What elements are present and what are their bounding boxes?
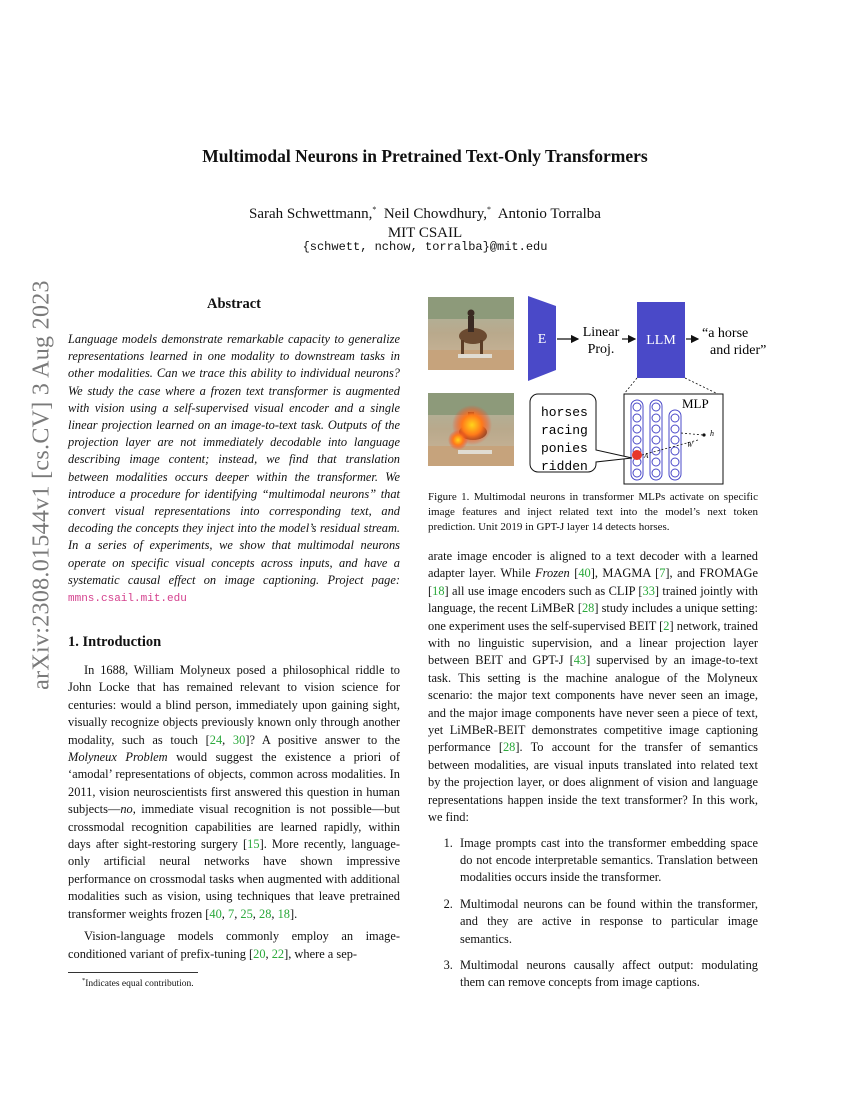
citation-link[interactable]: 40 bbox=[209, 906, 222, 921]
encoder-label: E bbox=[537, 332, 547, 347]
citation-link[interactable]: 7 bbox=[659, 566, 666, 581]
citation-link[interactable]: 43 bbox=[573, 653, 587, 668]
svg-text:h: h bbox=[710, 429, 714, 438]
text-run: ] all use image encoders such as CLIP [ bbox=[444, 583, 643, 598]
introduction-heading: 1. Introduction bbox=[68, 634, 162, 650]
figure-1 bbox=[428, 290, 767, 485]
text-run: ] study includes a unique setting: one experiment uses the self-supervised BEIT [ bbox=[428, 601, 758, 633]
text-run: ]. More recently, language-only artificial neural networks have shown impressive performance on crossmodal tasks when augmented with additional modalities such as vision, using techniques that leave pretrained transformer weights frozen [ bbox=[68, 837, 400, 921]
author-schwettmann: Sarah Schwettmann, bbox=[249, 206, 373, 222]
text-run: In 1688, William Molyneux posed a philosophical riddle to John Locke that has remained relevant to vision science for centuries: would a blind person, immediately upon gaining sight, visually recognize objects previously known only through another modality, such as touch [ bbox=[68, 663, 400, 747]
output-caption-line-1: “a horse bbox=[702, 326, 749, 341]
mlp-label: MLP bbox=[682, 396, 709, 411]
text-run: ], and FROMAGe [ bbox=[428, 566, 758, 598]
output-point bbox=[702, 433, 705, 436]
footnote-text: Indicates equal contribution. bbox=[85, 979, 194, 990]
active-neuron bbox=[632, 450, 642, 460]
svg-text:A: A bbox=[644, 452, 649, 460]
citation-link[interactable]: 28 bbox=[259, 906, 272, 921]
citation-link[interactable]: 40 bbox=[578, 566, 591, 581]
footnote-mark: * bbox=[82, 977, 86, 984]
list-item: 3. Multimodal neurons causally affect output: modulating them can remove concepts from image captions. bbox=[456, 957, 758, 992]
word-ridden: ridden bbox=[541, 459, 588, 474]
abstract-body bbox=[68, 331, 400, 608]
author-chowdhury: Neil Chowdhury, bbox=[383, 206, 488, 222]
arxiv-identifier: arXiv:2308.01544v1 [cs.CV] 3 Aug 2023 bbox=[28, 280, 55, 690]
text-run: ] trained jointly with language, the recent LiMBeR [ bbox=[428, 583, 758, 616]
intro-paragraph-1: In 1688, William Molyneux posed a philosophical riddle to John Locke that has remained relevant to vision science for centuries: would a blind person, immediately upon gaining sight, visually recognize objects previously known only through another modality, such as touch [24, 30]? A positive answer to the Molyneux Problem would suggest the existence a priori of ‘amodal’ representations of objects, common across modalities. In 2011, vision neuroscientists first answered this question in human subjects—no, immediate visual recognition is not possible—but crossmodal recognition capabilities are learned rapidly, within days after sight-restoring surgery [15]. More recently, language-only artificial neural networks have shown impressive performance on crossmodal tasks when augmented with additional modalities such as vision, using techniques that leave pretrained transformer weights frozen [40, 7, 25, 28, 18]. bbox=[68, 663, 401, 921]
text-run: ], MAGMA [ bbox=[590, 566, 660, 581]
abstract-heading: Abstract bbox=[207, 296, 261, 312]
introduction-body bbox=[68, 662, 400, 963]
word-horses: horses bbox=[541, 405, 588, 420]
citation-link[interactable]: 24 bbox=[209, 732, 223, 747]
word-ponies: ponies bbox=[541, 441, 588, 456]
projection-label-line-2: Proj. bbox=[587, 342, 615, 357]
text-run: , immediate visual recognition is not possible—but crossmodal recognition capabilities are learned rapidly, within days after sight-restoring surgery [ bbox=[68, 802, 400, 852]
citation-link[interactable]: 15 bbox=[247, 837, 260, 852]
emphasis-no: no bbox=[120, 802, 133, 817]
text-run: would suggest the existence a priori of ‘amodal’ representations of objects, common across modalities. In 2011, vision neuroscientists first answered this question in human subjects— bbox=[68, 750, 400, 817]
author-torralba: Antonio Torralba bbox=[497, 206, 601, 222]
word-racing: racing bbox=[541, 423, 588, 438]
text-run: ], where a sep- bbox=[284, 946, 358, 961]
text-run: ] network, trained with no linguistic supervision, and a linear projection layer between BEIT and GPT-J [ bbox=[428, 618, 758, 668]
citation-link[interactable]: 28 bbox=[502, 740, 516, 755]
citation-link[interactable]: 20 bbox=[253, 946, 266, 961]
citation-link[interactable]: 18 bbox=[432, 583, 445, 598]
intro-paragraph-2: Vision-language models commonly employ an image-conditioned variant of prefix-tuning [20, 22], where a sep- bbox=[68, 929, 400, 961]
author-block bbox=[0, 200, 850, 243]
text-run: [ bbox=[569, 566, 579, 581]
citation-link[interactable]: 2 bbox=[663, 618, 670, 633]
project-page-label: Project page: bbox=[327, 572, 401, 587]
citation-link[interactable]: 28 bbox=[581, 601, 595, 616]
footnote bbox=[82, 977, 194, 989]
footnote-rule bbox=[68, 972, 198, 973]
projection-label-line-1: Linear bbox=[582, 325, 620, 340]
equal-contribution-mark: * bbox=[487, 205, 492, 214]
llm-label: LLM bbox=[646, 333, 676, 348]
affiliation: MIT CSAIL bbox=[387, 225, 463, 241]
author-line bbox=[0, 200, 850, 224]
text-run: ]. To account for the transfer of semantics between modalities, are visual inputs translated into related text by the projection layer, or does alignment of vision and language representations happen inside the text transformer? In this work, we find: bbox=[428, 740, 759, 825]
text-run: ] supervised by an image-to-text task. This setting is the machine analogue of the Molyneux scenario: the major text components have never seen an image, and the major image components have never seen a piece of text, yet LiMBeR-BEIT demonstrates competitive image captioning performance [ bbox=[428, 653, 758, 755]
horse-heatmap-photo bbox=[428, 393, 514, 466]
abstract-text: Language models demonstrate remarkable capacity to generalize representations learned in one modality to downstream tasks in other modalities. Can we trace this ability to individual neurons? We study the case where a frozen text transformer is augmented with vision using a self-supervised visual encoder and a single linear projection learned on an image-to-text task. Outputs of the projection layer are not immediately decodable into language describing image content; instead, we find that translation between modalities occurs deeper within the transformer. We introduce a procedure for identifying “multimodal neurons” that convert visual representations into corresponding text, and decoding the concepts they inject into the model’s residual stream. In a series of experiments, we show that multimodal neurons operate on specific visual concepts across inputs, and have a systematic causal effect on image captioning. bbox=[68, 332, 400, 587]
citation-link[interactable]: 25 bbox=[240, 906, 253, 921]
project-page-link[interactable]: mmns.csail.mit.edu bbox=[68, 593, 187, 606]
figure-1-diagram bbox=[428, 290, 767, 485]
citation-link[interactable]: 30 bbox=[232, 732, 246, 747]
citation-link[interactable]: 7 bbox=[228, 906, 235, 921]
list-item: 2. Multimodal neurons can be found within the transformer, and they are active in response to particular image semantics. bbox=[456, 896, 758, 948]
frozen-term: Frozen bbox=[535, 566, 570, 581]
text-run: ]. bbox=[289, 906, 298, 921]
citation-link[interactable]: 22 bbox=[271, 946, 285, 961]
text-run: arate image encoder is aligned to a text decoder with a learned adapter layer. While bbox=[428, 549, 758, 581]
citation-link[interactable]: 33 bbox=[642, 583, 655, 598]
text-run: ]? A positive answer to the bbox=[245, 732, 401, 747]
right-paragraph bbox=[428, 548, 758, 827]
citation-link[interactable]: 18 bbox=[277, 906, 290, 921]
paper-title: Multimodal Neurons in Pretrained Text-Only Transformers bbox=[202, 146, 648, 166]
molyneux-problem-term: Molyneux Problem bbox=[68, 750, 168, 765]
figure-1-caption: Figure 1. Multimodal neurons in transformer MLPs activate on specific image features and inject related text into the model’s next token prediction. Unit 2019 in GPT-J layer 14 detects horses. bbox=[428, 491, 758, 533]
equal-contribution-mark: * bbox=[372, 205, 377, 214]
arxiv-sidebar bbox=[22, 280, 62, 690]
findings-list bbox=[428, 835, 758, 992]
list-item: 1. Image prompts cast into the transformer embedding space do not encode interpretable semantics. Translation between modalities occurs inside the transformer. bbox=[456, 835, 758, 887]
text-run: Vision-language models commonly employ an image-conditioned variant of prefix-tuning [ bbox=[68, 929, 400, 961]
author-email: {schwett, nchow, torralba}@mit.edu bbox=[302, 240, 548, 254]
zoom-line-right bbox=[685, 378, 718, 394]
horse-photo bbox=[428, 297, 514, 370]
svg-text:W: W bbox=[687, 441, 693, 449]
output-caption-line-2: and rider” bbox=[710, 343, 767, 358]
zoom-line-left bbox=[624, 378, 637, 394]
right-column-body bbox=[428, 548, 758, 1001]
